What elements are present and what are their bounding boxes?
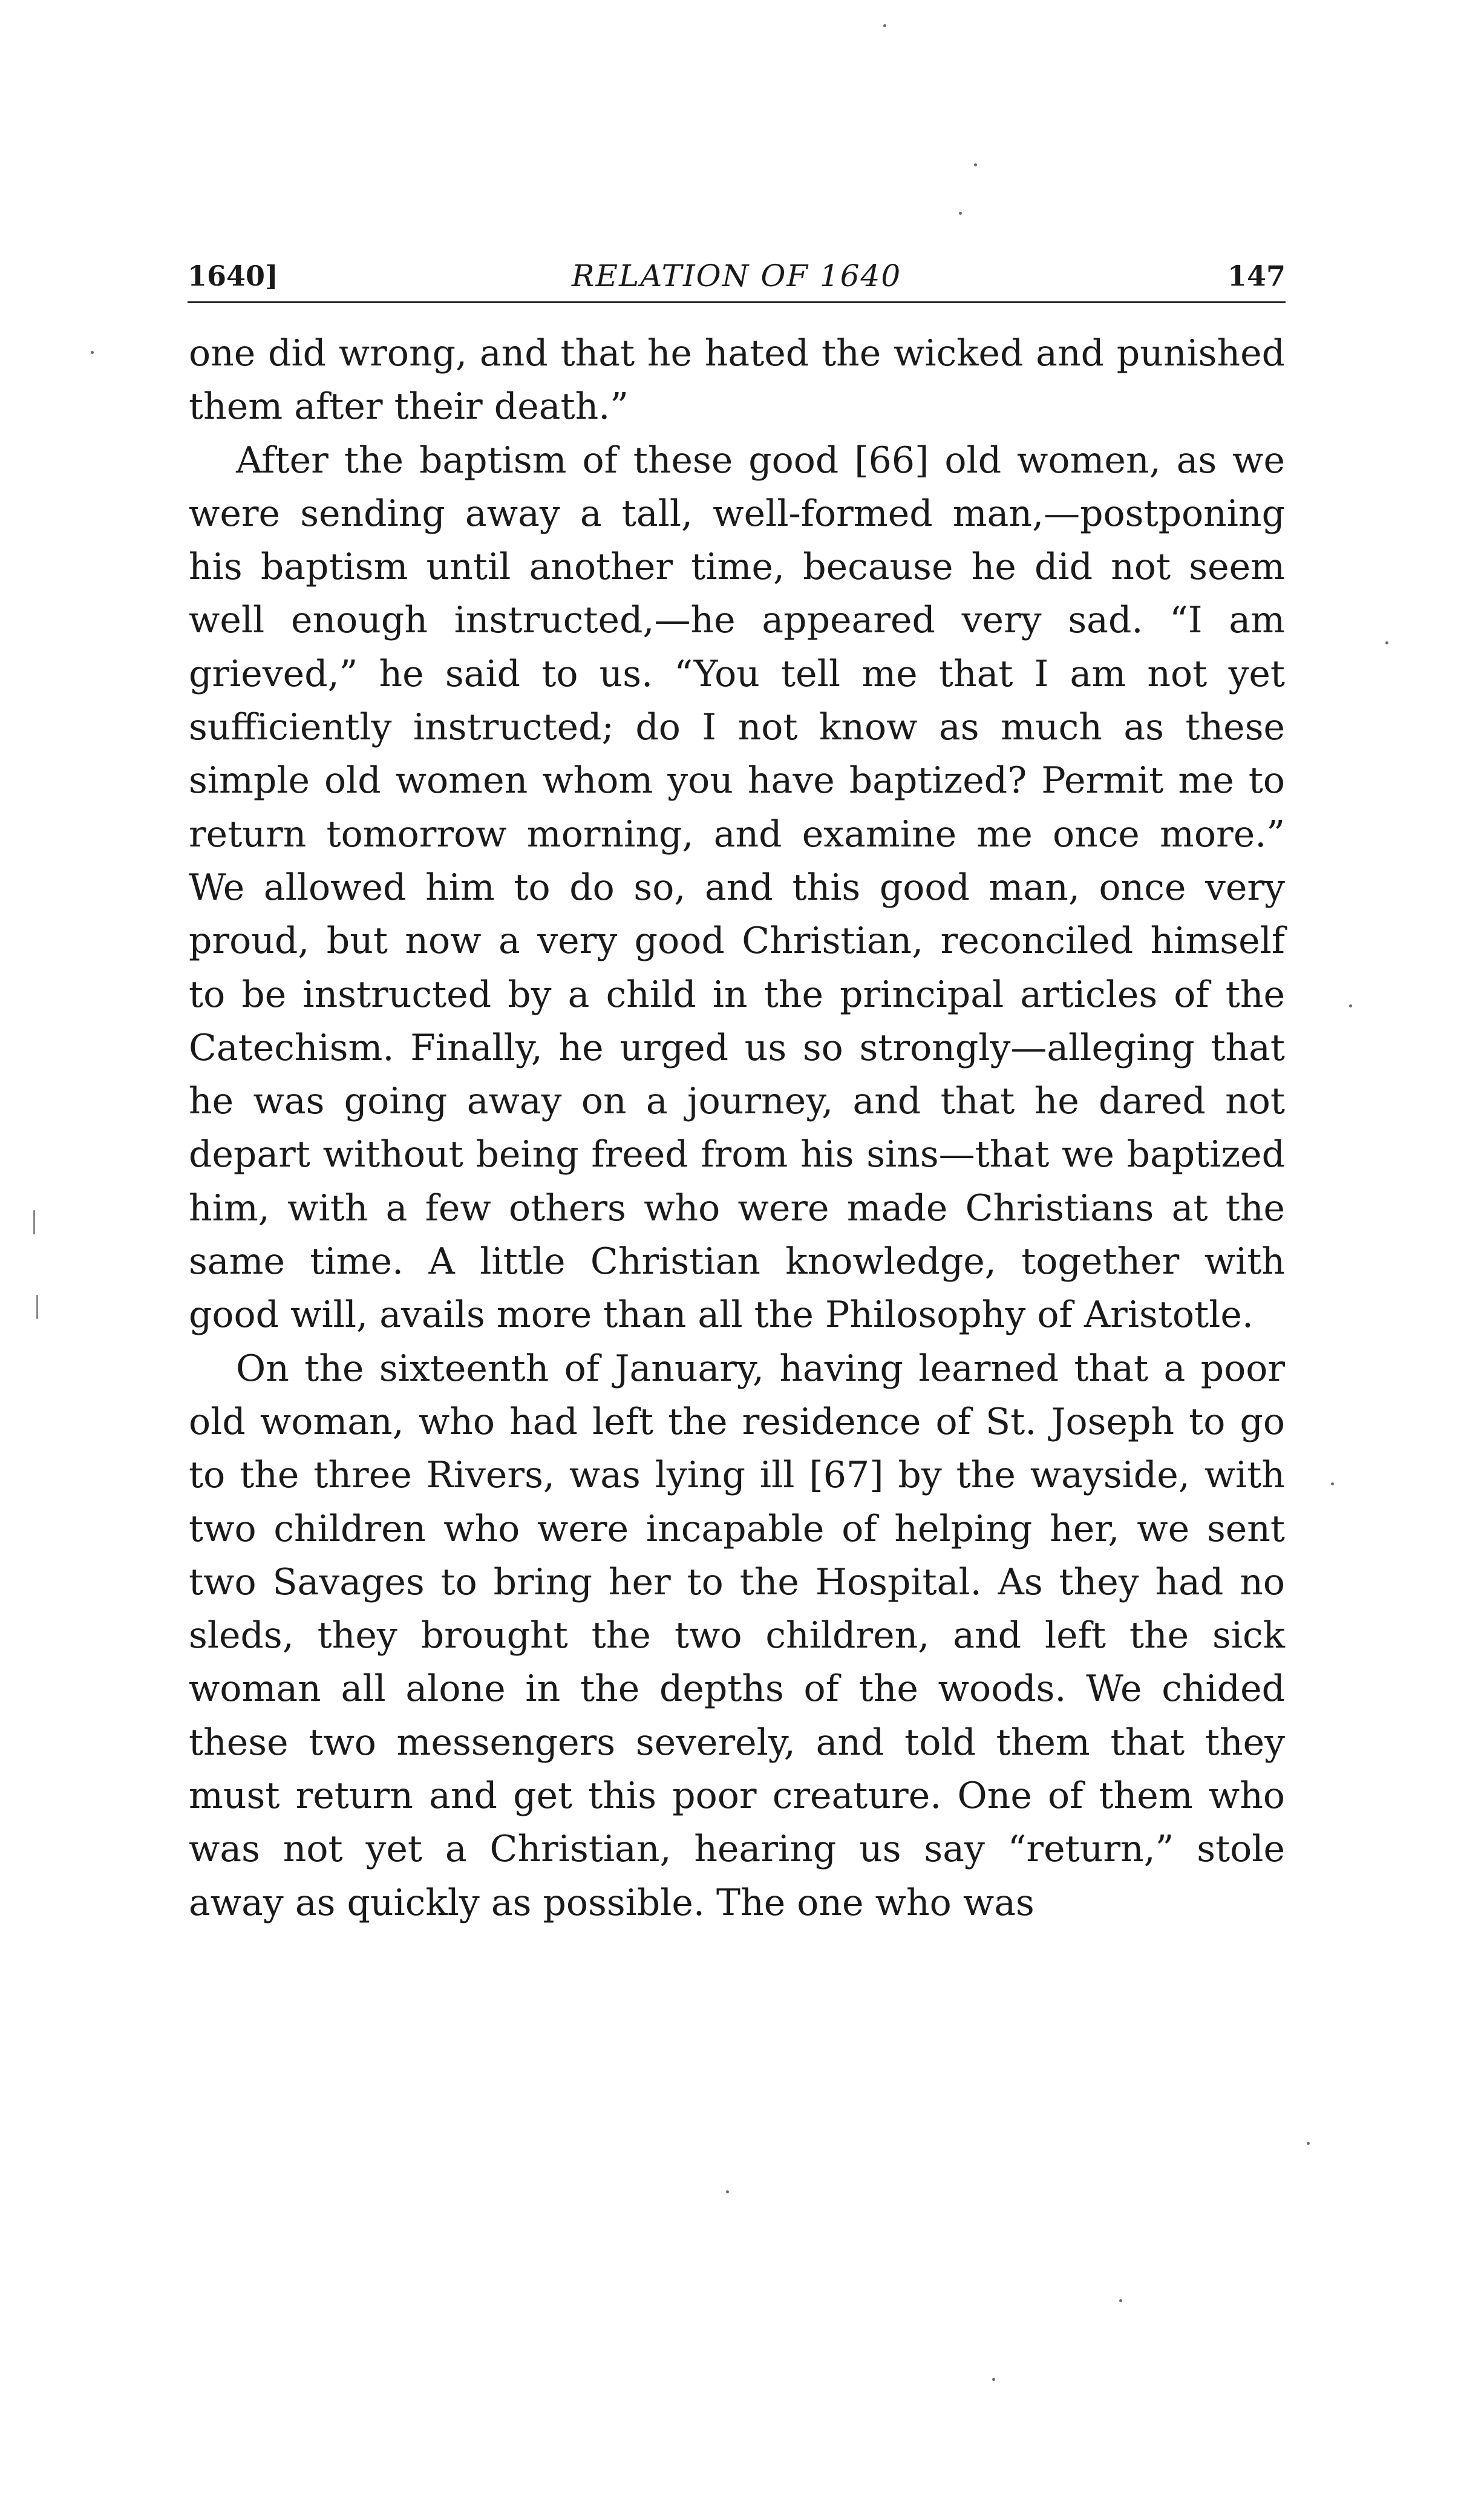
scan-speck [1385, 641, 1388, 644]
paragraph-old-woman: On the sixteenth of January, having learned that a poor old woman, who had left the residence of St. Joseph to go to the three Rivers, was lying ill [67] by the wayside, with two children who were incapable of helping her, we sent two Savages to bring her to the Hospital. As they had no sleds, they brought the two children, and left the sick woman all alone in the depths of the woods. We chided these two messengers severely, and told them that they must return and get this poor creature. One of them who was not yet a Christian, hearing us say “return,” stole away as quickly as possible. The one who was [189, 1347, 1285, 1924]
running-head-title: RELATION OF 1640 [571, 258, 902, 293]
scan-speck [33, 1210, 35, 1234]
page-number: 147 [1227, 260, 1286, 292]
scan-speck [883, 24, 886, 27]
running-head [188, 247, 1286, 305]
scan-speck [1119, 2299, 1122, 2302]
scan-speck [974, 163, 977, 166]
paragraph-baptism: After the baptism of these good [66] old women, as we were sending away a tall, well-formed man,—postponing his baptism until another time, because he did not seem well enough instructed,—he appeared very sad. “I am grieved,” he said to us. “You tell me that I am not yet sufficiently instructed; do I not know as much as these simple old women whom you have baptized? Permit me to return tomorrow morning, and examine me once more.” We allowed him to do so, and this good man, once very proud, but now a very good Christian, reconciled himself to be instructed by a child in the principal articles of the Catechism. Finally, he urged us so strongly—alleging that he was going away on a journey, and that he dared not depart without being freed from his sins—that we baptized him, with a few others who were made Christians at the same time. A little Christian knowledge, together with good will, avails more than all the Philosophy of Aristotle. [189, 439, 1285, 1337]
running-head-year: 1640] [188, 260, 278, 292]
scan-speck [992, 2378, 995, 2381]
scan-speck [959, 212, 962, 215]
scan-speck [91, 351, 94, 354]
body-text [189, 327, 1285, 1930]
header-rule [188, 301, 1286, 303]
scan-speck [726, 2190, 729, 2193]
scan-speck [1349, 1004, 1352, 1007]
scan-speck [36, 1295, 38, 1319]
paragraph-continued: one did wrong, and that he hated the wicked and punished them after their death.” [189, 332, 1285, 428]
scan-speck [1307, 2142, 1310, 2145]
scan-speck [1331, 1482, 1334, 1485]
